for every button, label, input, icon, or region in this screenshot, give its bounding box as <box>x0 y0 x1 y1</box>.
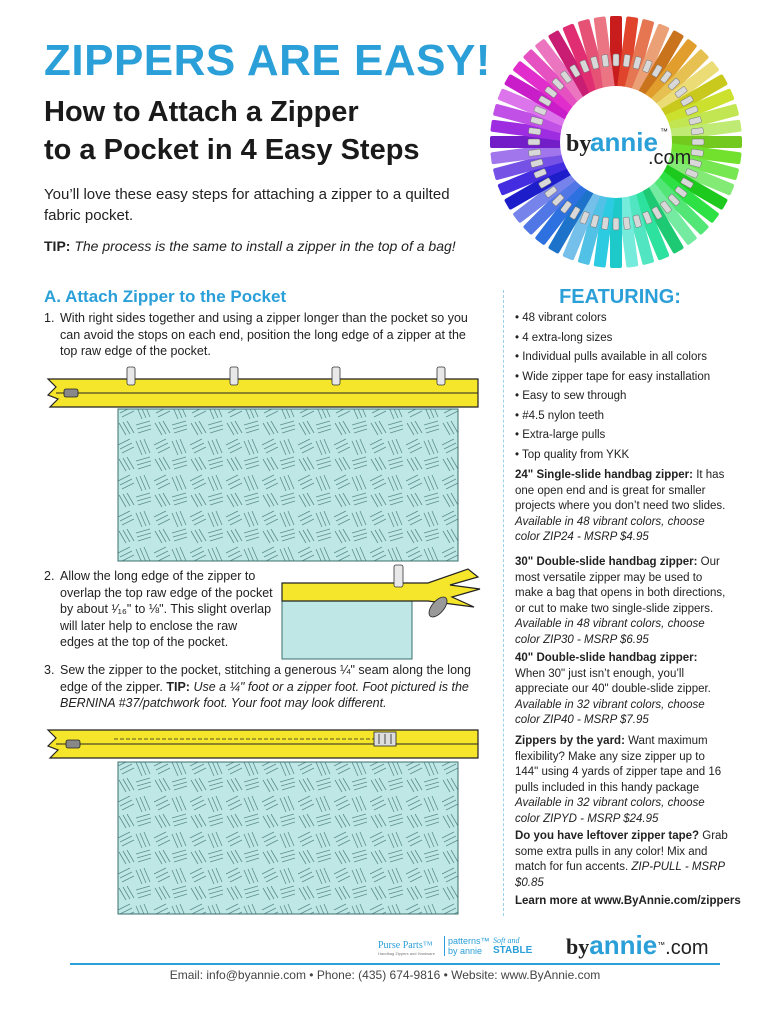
footer-logo-com: .com <box>665 937 709 959</box>
feature-item: • #4.5 nylon teeth <box>515 409 605 422</box>
step-1-number: 1. <box>44 311 55 325</box>
product-zipyd <box>515 734 730 827</box>
zipper-spoke-pull <box>613 218 619 230</box>
presser-foot-icon <box>374 732 396 746</box>
step-3-text-main: Sew the zipper to the pocket, stitching a generous ¼" seam along the long edge of the zipper. <box>60 663 471 694</box>
logo-annie: annie <box>590 127 658 157</box>
overlap-fabric <box>282 599 412 659</box>
product-zip30 <box>515 555 730 648</box>
product-zip24 <box>515 468 730 546</box>
featuring-list <box>515 309 735 465</box>
step-2-text: Allow the long edge of the zipper to overlap the top raw edge of the pocket by about ¹⁄₁₆" to ⅛". This slight overlap will later help to enclose the raw edges at the top of the pocket. <box>60 569 273 649</box>
step-2 <box>44 568 274 651</box>
subtitle-line-1: How to Attach a Zipper <box>44 96 359 128</box>
stable-prefix: Soft and <box>493 936 520 945</box>
patterns-by-annie-logo <box>444 936 489 956</box>
step-3-text <box>44 662 484 712</box>
zipper-slider <box>64 389 78 397</box>
step-3-illustration <box>44 722 499 922</box>
product-title: 30" Double-slide handbag zipper: <box>515 556 698 568</box>
product-title: Do you have leftover zipper tape? <box>515 830 700 842</box>
product-title: 24" Single-slide handbag zipper: <box>515 469 693 481</box>
step-3-number: 3. <box>44 663 55 677</box>
zipper-spoke-pull <box>528 149 541 157</box>
zipper-spoke-pull <box>691 149 704 157</box>
step-1 <box>44 310 484 360</box>
learn-more-link[interactable]: Learn more at www.ByAnnie.com/zippers <box>515 895 741 907</box>
overlap-clip <box>394 565 403 587</box>
zipper-spoke-pull <box>528 139 540 145</box>
step-3 <box>44 662 484 712</box>
step-2-illustration <box>278 563 500 663</box>
column-divider <box>503 290 504 916</box>
product-availability: Available in 32 vibrant colors, choose color ZIP40 - MSRP $7.95 <box>515 698 705 726</box>
feature-item: • Easy to sew through <box>515 390 627 402</box>
product-availability: Available in 48 vibrant colors, choose color ZIP24 - MSRP $4.95 <box>515 515 705 543</box>
overlap-zipper <box>282 569 480 607</box>
product-body: Grab some extra pulls in any color! Mix and match for fun accents. <box>515 830 728 873</box>
stable-name: STABLE <box>493 945 533 956</box>
feature-item: • 48 vibrant colors <box>515 312 607 324</box>
soft-and-stable-logo <box>493 936 541 956</box>
zipper-spoke-pull <box>528 128 541 136</box>
feature-item: • Top quality from YKK <box>515 448 630 461</box>
feature-item: • 4 extra-long sizes <box>515 331 613 344</box>
footer-logo-annie: annie <box>589 930 658 960</box>
product-body: It has one open end and is great for smaller projects where you don’t need two slides. <box>515 469 726 512</box>
logo-com: .com <box>648 147 692 169</box>
tip-label: TIP: <box>44 238 71 254</box>
zipper-spoke-pull <box>691 128 704 136</box>
step-1-illustration <box>44 365 499 565</box>
product-availability: Available in 32 vibrant colors, choose color ZIPYD - MSRP $24.95 <box>515 797 705 825</box>
zipper-spoke-pull <box>692 139 704 145</box>
footer-contact: Email: info@byannie.com • Phone: (435) 674-9816 • Website: www.ByAnnie.com <box>169 968 601 982</box>
footer-rule <box>70 963 720 965</box>
pocket-fabric <box>118 409 458 561</box>
intro-paragraph: You’ll love these easy steps for attaching a zipper to a quilted fabric pocket. <box>44 186 450 224</box>
step-2-number: 2. <box>44 569 55 583</box>
sewn-zipper-slider <box>66 740 80 748</box>
patterns-line-2: by annie <box>448 946 483 956</box>
purse-parts-logo <box>378 940 440 956</box>
subtitle-line-2: to a Pocket in 4 Easy Steps <box>44 134 420 166</box>
feature-item: • Individual pulls available in all colors <box>515 351 707 363</box>
step-1-text: With right sides together and using a zipper longer than the pocket so you can avoid the stops on each end, position the long edge of a zipper at the top raw edge of the pocket. <box>60 311 468 358</box>
product-zip40 <box>515 651 730 729</box>
page-subtitle <box>44 93 514 169</box>
logo-by: by <box>566 131 592 157</box>
product-body: Our most versatile zipper may be used to make a bag that opens in both directions, or cut to make two single-slide zippers. <box>515 556 726 615</box>
tip-text: The process is the same to install a zipper in the top of a bag! <box>74 238 456 254</box>
byannie-footer-logo <box>566 930 709 961</box>
product-body: Want maximum flexibility? Make any size zipper up to 144" using 4 yards of zipper tape and 16 pulls included in this handy package <box>515 735 722 794</box>
product-availability: Available in 48 vibrant colors, choose color ZIP30 - MSRP $6.95 <box>515 618 705 646</box>
zipper-spoke-pull <box>623 54 631 67</box>
product-availability: ZIP-PULL - MSRP $0.85 <box>515 861 725 889</box>
logo-tm: ™ <box>660 127 668 136</box>
footer-logo-by: by <box>566 934 590 959</box>
page-title: ZIPPERS ARE EASY! <box>44 36 491 85</box>
patterns-line-1: patterns™ <box>448 936 490 946</box>
step-3-tip-text: Use a ¼" foot or a zipper foot. Foot pictured is the BERNINA #37/patchwork foot. Your foot may look different. <box>60 679 469 710</box>
zipper-spoke-pull <box>602 54 610 67</box>
section-a-heading: A. Attach Zipper to the Pocket <box>44 287 287 306</box>
product-title: 40" Double-slide handbag zipper: <box>515 652 698 664</box>
product-title: Zippers by the yard: <box>515 735 625 747</box>
footer-logo-tm: ™ <box>657 940 666 950</box>
purse-parts-name: Purse Parts™ <box>378 940 433 951</box>
product-zip-pull <box>515 829 730 891</box>
step-3-tip-label: TIP: <box>166 679 190 694</box>
zipper-spoke-pull <box>602 217 610 230</box>
product-body: When 30" just isn’t enough, you’ll appreciate our 40" double-slide zipper. <box>515 667 711 695</box>
tip-paragraph <box>44 237 514 255</box>
zipper-spoke-pull <box>613 54 619 66</box>
feature-item: • Wide zipper tape for easy installation <box>515 370 711 383</box>
zipper-spoke-pull <box>623 217 631 230</box>
purse-parts-tagline: Handbag Zippers and Hardware <box>378 951 435 956</box>
zipper-color-wheel <box>488 14 744 270</box>
featuring-heading: FEATURING: <box>559 286 681 308</box>
feature-item: • Extra-large pulls <box>515 429 606 441</box>
sewn-pocket-fabric <box>118 762 458 914</box>
